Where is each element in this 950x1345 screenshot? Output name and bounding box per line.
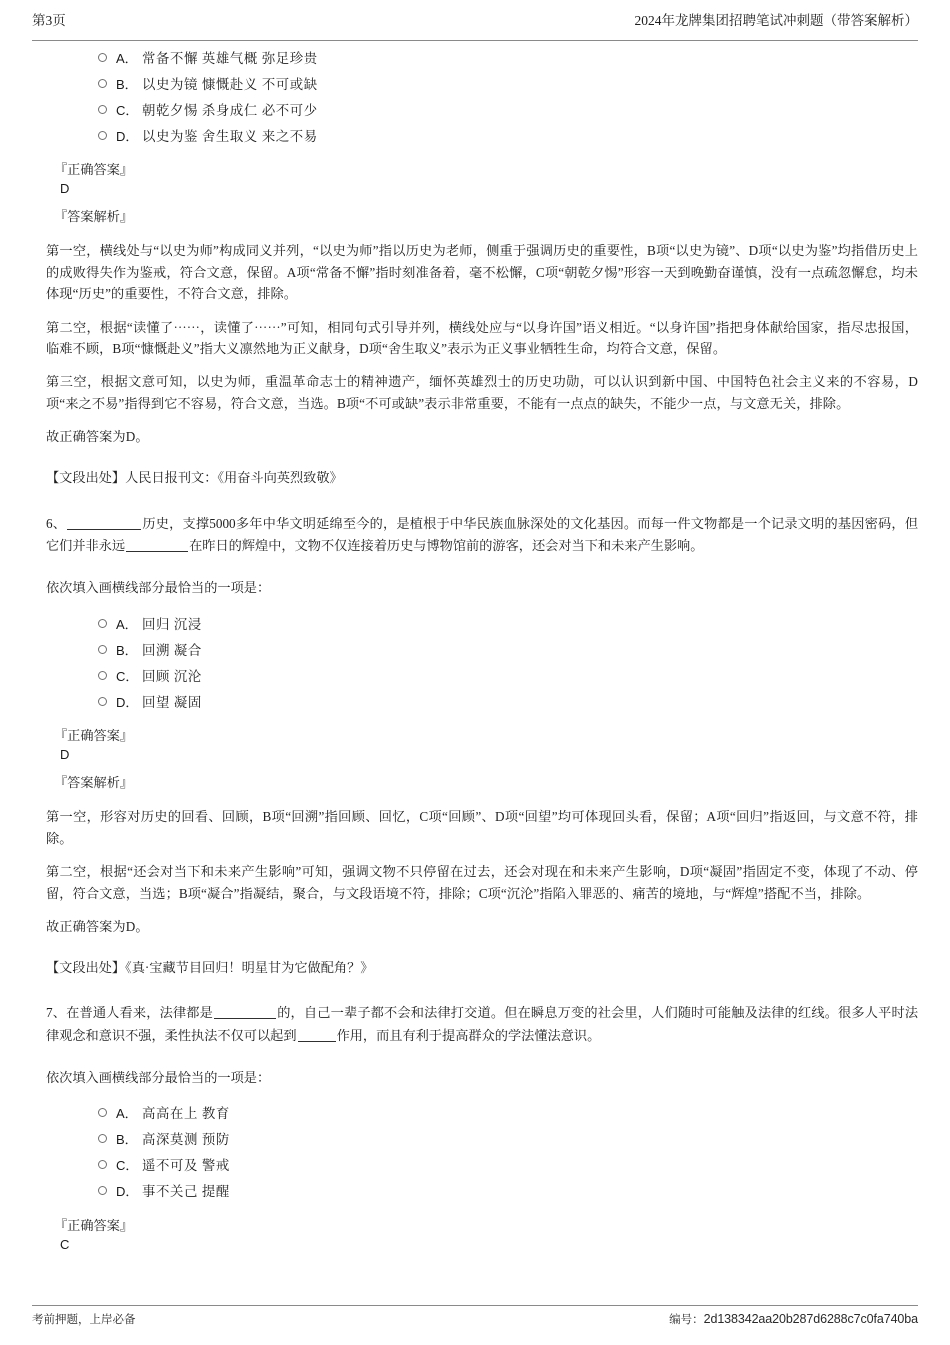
question-6-options (46, 610, 918, 714)
question-6-prompt: 依次填入画横线部分最恰当的一项是： (46, 579, 271, 595)
radio-icon[interactable] (98, 645, 107, 654)
radio-icon[interactable] (98, 53, 107, 62)
radio-icon[interactable] (98, 79, 107, 88)
analysis-conclusion: 故正确答案为D。 (46, 429, 149, 445)
correct-answer-value: D (60, 746, 70, 762)
option-row[interactable] (46, 662, 918, 688)
option-letter: D． (116, 128, 139, 144)
document-content (46, 44, 918, 1255)
footer-slogan: 考前押题，上岸必备 (32, 1314, 136, 1326)
option-row[interactable] (46, 610, 918, 636)
question-number: 6、 (46, 515, 67, 531)
option-text: 回顾 沉沦 (142, 668, 202, 684)
option-letter: A． (116, 616, 138, 632)
option-row[interactable] (46, 1100, 918, 1126)
footer-code-label: 编号： (669, 1314, 704, 1326)
radio-icon[interactable] (98, 1186, 107, 1195)
option-text: 以史为鉴 舍生取义 来之不易 (142, 128, 318, 144)
analysis-conclusion: 故正确答案为D。 (46, 918, 149, 934)
radio-icon[interactable] (98, 1134, 107, 1143)
page-number-label: 第3页 (32, 13, 66, 28)
option-letter: C． (116, 1158, 139, 1174)
option-letter: D． (116, 694, 139, 710)
analysis-paragraph: 第一空，横线处与“以史为师”构成同义并列，“以史为师”指以历史为老师，侧重于强调历史的重要性，B项“以史为镜”、D项“以史为鉴”均指借历史上的成败得失作为鉴戒，符合文意，保留。A项“常备不懈”指时刻准备着，毫不松懈，C项“朝乾夕惕”形容一天到晚勤奋谨慎，没有一点疏忽懈怠，均未体现“历史”的重要性，不符合文意，排除。 (46, 243, 918, 302)
option-row[interactable] (46, 1152, 918, 1178)
option-text: 朝乾夕惕 杀身成仁 必不可少 (142, 102, 318, 118)
page-footer (32, 1305, 918, 1327)
footer-code (669, 1311, 918, 1327)
source-reference: 【文段出处】《真·宝藏节目回归！明星甘为它做配角？》 (46, 960, 374, 976)
option-text: 高深莫测 预防 (142, 1132, 230, 1148)
option-row[interactable] (46, 96, 918, 122)
footer-code-value: 2d138342aa20b287d6288c7c0fa740ba (703, 1312, 918, 1326)
analysis-label: 『答案解析』 (54, 208, 134, 224)
option-letter: B． (116, 642, 138, 658)
correct-answer-label: 『正确答案』 (54, 162, 134, 177)
blank-field (214, 1018, 276, 1019)
question-number: 7、 (46, 1005, 67, 1021)
page-header (32, 14, 918, 41)
option-text: 以史为镜 慷慨赴义 不可或缺 (142, 76, 318, 92)
option-letter: D． (116, 1184, 139, 1200)
option-text: 事不关己 提醒 (142, 1184, 230, 1200)
option-text: 回归 沉浸 (142, 616, 202, 632)
document-title: 2024年龙牌集团招聘笔试冲刺题（带答案解析） (634, 13, 918, 28)
option-row[interactable] (46, 44, 918, 70)
option-letter: B． (116, 1132, 138, 1148)
analysis-paragraph: 第一空，形容对历史的回看、回顾，B项“回溯”指回顾、回忆，C项“回顾”、D项“回望”均可体现回头看，保留；A项“回归”指返回，与文意不符，排除。 (46, 809, 918, 846)
question-stem-text: 历史，支撑5000多年中华文明延绵至今的，是植根于中华民族血脉深处的文化基因。而每一件文物都是一个记录文明的基因密码，但它们并非永远 (46, 515, 919, 553)
radio-icon[interactable] (98, 697, 107, 706)
option-text: 遥不可及 警戒 (142, 1158, 230, 1174)
option-row[interactable] (46, 70, 918, 96)
option-row[interactable] (46, 1126, 918, 1152)
option-text: 回溯 凝合 (142, 642, 202, 658)
question-stem-text: 作用，而且有利于提高群众的学法懂法意识。 (336, 1027, 601, 1043)
radio-icon[interactable] (98, 671, 107, 680)
analysis-paragraph: 第二空，根据“还会对当下和未来产生影响”可知，强调文物不只停留在过去，还会对现在和未来产生影响，D项“凝固”指固定不变，体现了不动、停留，符合文意，当选；B项“凝合”指凝结，聚合，与文段语境不符，排除；C项“沉沦”指陷入罪恶的、痛苦的境地，与“辉煌”搭配不当，排除。 (46, 864, 918, 901)
radio-icon[interactable] (98, 105, 107, 114)
radio-icon[interactable] (98, 619, 107, 628)
analysis-label: 『答案解析』 (54, 774, 134, 790)
blank-field (67, 529, 141, 530)
correct-answer-value: C (60, 1236, 70, 1252)
option-text: 回望 凝固 (142, 694, 202, 710)
correct-answer-label: 『正确答案』 (54, 728, 134, 744)
option-letter: C． (116, 668, 139, 684)
blank-field (298, 1041, 336, 1042)
question-7-stem (46, 1002, 918, 1046)
option-row[interactable] (46, 1178, 918, 1204)
question-stem-text: 的，自己一辈子都不会和法律打交道。但在瞬息万变的社会里，人们随时可能触及法律的红线。很多人平时法律观念和意识不强，柔性执法不仅可以起到 (46, 1005, 919, 1043)
radio-icon[interactable] (98, 131, 107, 140)
question-5-options (46, 44, 918, 148)
analysis-paragraph: 第二空，根据“读懂了⋯⋯，读懂了⋯⋯”可知，相同句式引导并列，横线处应与“以身许国”语义相近。“以身许国”指把身体献给国家，指尽忠报国，临难不顾，B项“慷慨赴义”指大义凛然地为正义献身，D项“舍生取义”表示为正义事业牺牲生命，均符合文意，保留。 (46, 319, 918, 356)
question-7-options (46, 1100, 918, 1204)
analysis-paragraph: 第三空，根据文意可知，以史为师，重温革命志士的精神遗产，缅怀英雄烈士的历史功勋，可以认识到新中国、中国特色社会主义来的不容易，D项“来之不易”指得到它不容易，符合文意，当选。B项“不可或缺”表示非常重要，不能有一点点的缺失，不能少一点，与文意无关，排除。 (46, 374, 918, 411)
option-row[interactable] (46, 688, 918, 714)
correct-answer-label: 『正确答案』 (54, 1217, 134, 1233)
question-7-prompt: 依次填入画横线部分最恰当的一项是： (46, 1069, 271, 1085)
source-reference: 【文段出处】人民日报刊文：《用奋斗向英烈致敬》 (46, 470, 343, 486)
question-stem-text: 在普通人看来，法律都是 (66, 1005, 214, 1021)
option-letter: A． (116, 1106, 138, 1122)
option-letter: C． (116, 102, 139, 118)
correct-answer-value: D (60, 180, 70, 196)
question-6-stem (46, 513, 918, 557)
radio-icon[interactable] (98, 1160, 107, 1169)
blank-field (126, 551, 188, 552)
radio-icon[interactable] (98, 1108, 107, 1117)
option-row[interactable] (46, 122, 918, 148)
option-text: 常备不懈 英雄气概 弥足珍贵 (142, 50, 318, 66)
option-letter: A． (116, 50, 138, 66)
question-stem-text: 在昨日的辉煌中，文物不仅连接着历史与博物馆前的游客，还会对当下和未来产生影响。 (189, 537, 704, 553)
option-letter: B． (116, 76, 138, 92)
option-text: 高高在上 教育 (142, 1106, 230, 1122)
option-row[interactable] (46, 636, 918, 662)
